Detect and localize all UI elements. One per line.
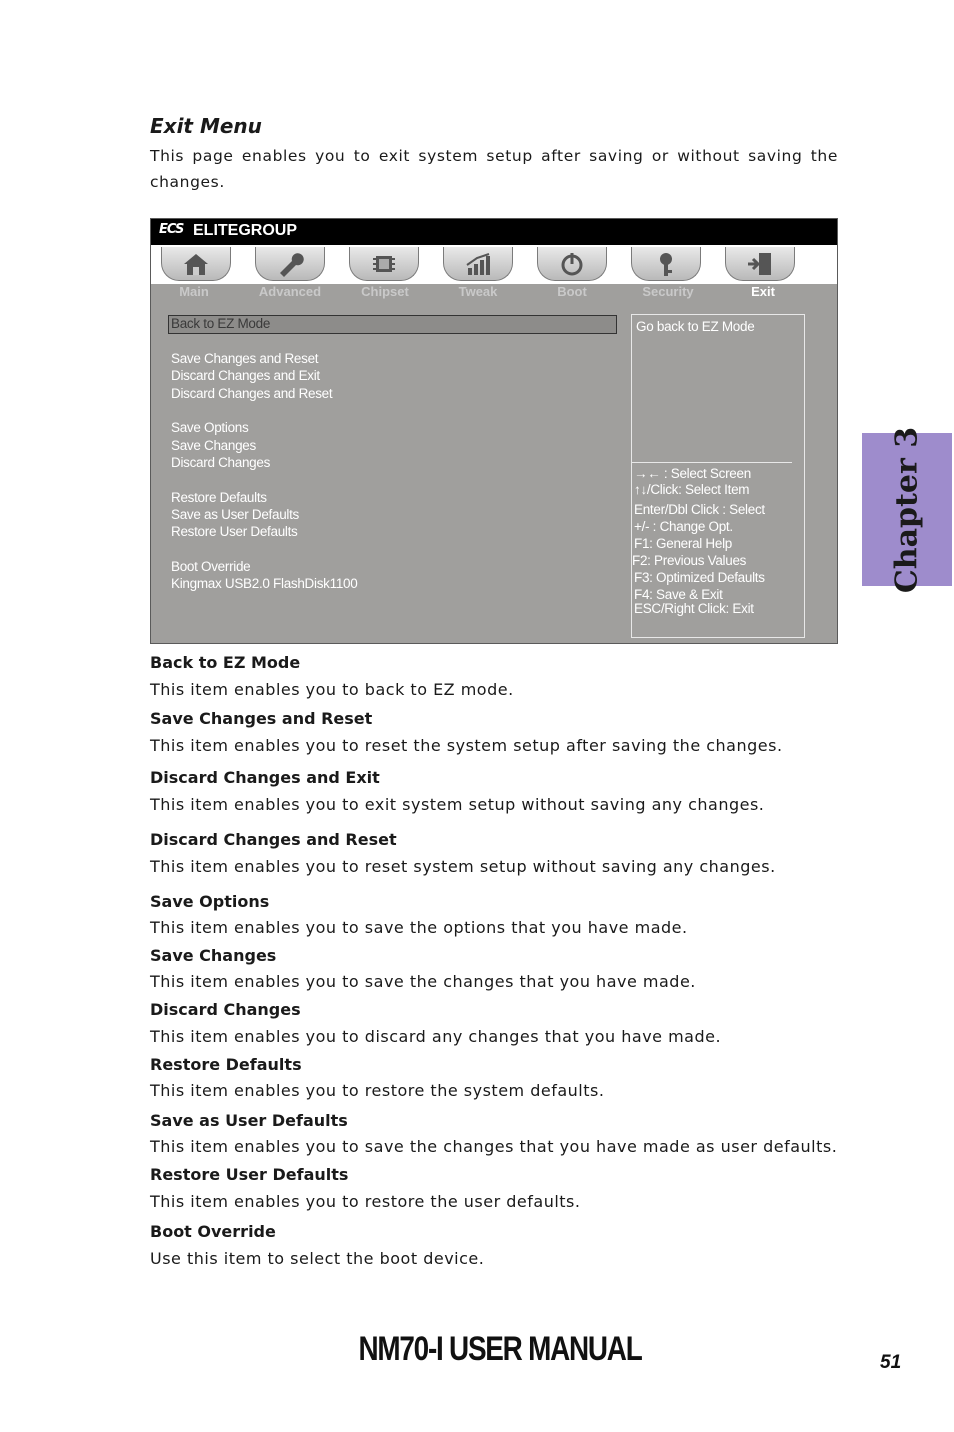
tab-boot[interactable]: [537, 247, 607, 281]
bios-brand-bar: [151, 219, 837, 245]
chapter-label: Chapter 3: [889, 426, 925, 593]
menu-item-boot-device[interactable]: Kingmax USB2.0 FlashDisk1100: [171, 576, 358, 591]
item-heading: Restore Defaults: [150, 1055, 302, 1074]
tab-label-chipset[interactable]: Chipset: [361, 284, 409, 299]
tab-main[interactable]: [161, 247, 231, 281]
key-hint: Enter/Dbl Click : Select: [634, 502, 765, 517]
menu-item-boot-override: Boot Override: [171, 559, 251, 574]
item-description: This item enables you to reset system setup without saving any changes.: [150, 857, 776, 876]
item-heading: Restore User Defaults: [150, 1165, 349, 1184]
menu-item-save-options[interactable]: Save Options: [171, 420, 249, 435]
section-title: Exit Menu: [150, 114, 262, 138]
menu-item-discard-changes[interactable]: Discard Changes: [171, 455, 271, 470]
key-hint: F4: Save & Exit: [634, 587, 723, 602]
tab-chipset[interactable]: [349, 247, 419, 281]
wrench-icon: [275, 251, 305, 277]
exit-door-icon: [745, 251, 775, 277]
tab-advanced[interactable]: [255, 247, 325, 281]
menu-item-restore-user-defaults[interactable]: Restore User Defaults: [171, 524, 298, 539]
menu-item-discard-changes-exit[interactable]: Discard Changes and Exit: [171, 368, 320, 383]
bios-tab-strip: [151, 245, 837, 284]
item-description: This item enables you to discard any changes that you have made.: [150, 1027, 722, 1046]
item-heading: Save Changes: [150, 946, 277, 965]
brand-name: ELITEGROUP: [193, 222, 298, 239]
tab-security[interactable]: [631, 247, 701, 281]
item-description: This item enables you to exit system setup without saving any changes.: [150, 795, 765, 814]
tab-label-advanced[interactable]: Advanced: [258, 284, 322, 299]
tab-tweak[interactable]: [443, 247, 513, 281]
menu-item-restore-defaults[interactable]: Restore Defaults: [171, 490, 267, 505]
ecs-logo: ECS: [159, 222, 184, 237]
item-heading: Save Options: [150, 892, 270, 911]
item-heading: Back to EZ Mode: [150, 653, 301, 672]
item-heading: Discard Changes and Reset: [150, 830, 397, 849]
key-hint: +/- : Change Opt.: [634, 519, 733, 534]
tab-label-exit[interactable]: Exit: [751, 284, 775, 299]
menu-item-back-to-ez-mode[interactable]: Back to EZ Mode: [171, 316, 271, 331]
help-divider: [632, 462, 792, 463]
tab-label-main[interactable]: Main: [179, 284, 209, 299]
item-description: Use this item to select the boot device.: [150, 1249, 485, 1268]
chart-icon: [463, 251, 493, 277]
help-description: Go back to EZ Mode: [636, 319, 755, 334]
key-hint: F3: Optimized Defaults: [634, 570, 765, 585]
item-description: This item enables you to save the changes that you have made.: [150, 972, 696, 991]
power-icon: [557, 251, 587, 277]
help-panel: [631, 314, 805, 638]
item-heading: Discard Changes: [150, 1000, 301, 1019]
page-number: 51: [880, 1352, 902, 1373]
menu-item-discard-changes-reset[interactable]: Discard Changes and Reset: [171, 386, 333, 401]
key-hint: →← : Select Screen: [634, 466, 751, 481]
item-heading: Boot Override: [150, 1222, 276, 1241]
bios-screenshot: [150, 218, 838, 644]
chip-icon: [369, 251, 399, 277]
menu-item-save-changes[interactable]: Save Changes: [171, 438, 256, 453]
key-hint: ESC/Right Click: Exit: [634, 601, 754, 616]
item-description: This item enables you to save the changes that you have made as user defaults.: [150, 1137, 838, 1156]
tab-label-boot[interactable]: Boot: [557, 284, 587, 299]
menu-item-save-changes-reset[interactable]: Save Changes and Reset: [171, 351, 319, 366]
key-hint: F1: General Help: [634, 536, 732, 551]
key-icon: [651, 251, 681, 277]
section-intro: This page enables you to exit system setup after saving or without saving the changes.: [150, 147, 838, 191]
tab-label-security[interactable]: Security: [642, 284, 694, 299]
item-description: This item enables you to save the options that you have made.: [150, 918, 688, 937]
home-icon: [181, 251, 211, 277]
manual-title: NM70-I USER MANUAL: [358, 1330, 642, 1368]
key-hint: ↑↓/Click: Select Item: [634, 482, 750, 497]
item-heading: Save Changes and Reset: [150, 709, 373, 728]
item-description: This item enables you to back to EZ mode.: [150, 680, 514, 699]
item-description: This item enables you to reset the system setup after saving the changes.: [150, 736, 783, 755]
tab-exit[interactable]: [725, 247, 795, 281]
item-description: This item enables you to restore the user defaults.: [150, 1192, 581, 1211]
key-hint: F2: Previous Values: [632, 553, 747, 568]
item-heading: Discard Changes and Exit: [150, 768, 380, 787]
menu-item-save-user-defaults[interactable]: Save as User Defaults: [171, 507, 300, 522]
tab-label-tweak[interactable]: Tweak: [458, 284, 498, 299]
item-heading: Save as User Defaults: [150, 1111, 348, 1130]
chapter-side-tab: [862, 426, 952, 593]
item-description: This item enables you to restore the system defaults.: [150, 1081, 605, 1100]
